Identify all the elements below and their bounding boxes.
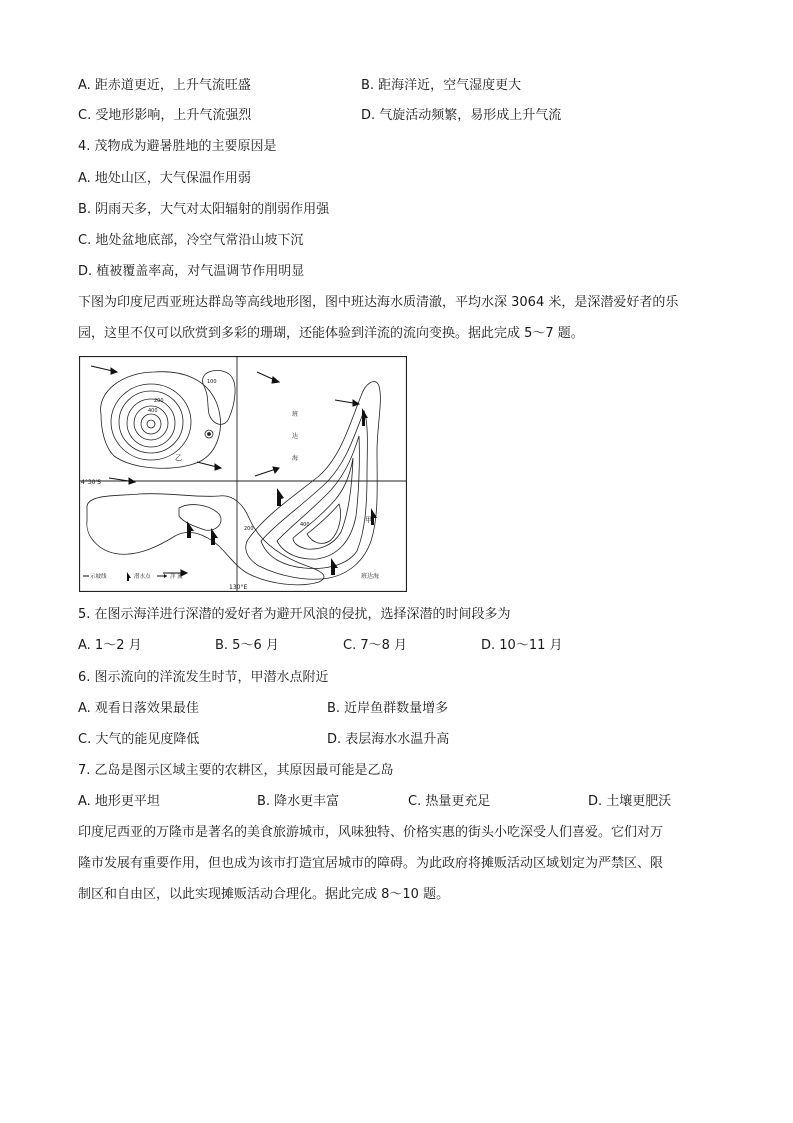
longitude-label: 130°E	[229, 584, 248, 591]
island-yi-label: 乙	[175, 454, 182, 462]
q5-option-a: A. 1～2 月	[78, 638, 142, 653]
legend-dive: 潜水点	[134, 574, 151, 580]
q6-option-d: D. 表层海水水温升高	[327, 732, 450, 747]
q7-option-b: B. 降水更丰富	[257, 794, 340, 809]
q3-option-a: A. 距赤道更近，上升气流旺盛	[78, 78, 251, 93]
q3-option-d: D. 气旋活动频繁，易形成上升气流	[361, 108, 562, 123]
legend-contour: 示坡线	[90, 574, 107, 580]
contour-label-400b: 400	[300, 522, 310, 528]
q5-option-c: C. 7～8 月	[343, 638, 408, 653]
intro-8-10-line2: 隆市发展有重要作用，但也成为该市打造宜居城市的障碍。为此政府将摊贩活动区域划定为严禁区、限	[78, 856, 664, 871]
sea-name-3: 海	[292, 455, 299, 462]
q4-stem: 4. 茂物成为避暑胜地的主要原因是	[78, 139, 277, 154]
contour-label-400a: 400	[148, 408, 158, 414]
q4-option-c: C. 地处盆地底部，冷空气常沿山坡下沉	[78, 233, 304, 248]
sea-name-2: 达	[292, 433, 299, 440]
sea-name-1: 班	[292, 411, 299, 418]
q7-option-d: D. 土壤更肥沃	[588, 794, 672, 809]
contour-label-200b: 200	[244, 526, 254, 532]
q7-option-c: C. 热量更充足	[408, 794, 491, 809]
intro-8-10-line1: 印度尼西亚的万隆市是著名的美食旅游城市，风味独特、价格实惠的街头小吃深受人们喜爱。它们对万	[78, 825, 664, 840]
q4-option-b: B. 阴雨天多，大气对太阳辐射的削弱作用强	[78, 202, 330, 217]
intro-5-7-line2: 园，这里不仅可以欣赏到多彩的珊瑚，还能体验到洋流的流向变换。据此完成 5～7 题。	[78, 326, 584, 341]
q3-option-c: C. 受地形影响，上升气流强烈	[78, 108, 252, 123]
q3-option-b: B. 距海洋近，空气湿度更大	[361, 78, 522, 93]
q6-option-b: B. 近岸鱼群数量增多	[327, 701, 449, 716]
q7-stem: 7. 乙岛是图示区域主要的农耕区，其原因最可能是乙岛	[78, 763, 394, 778]
contour-label-100: 100	[207, 379, 217, 385]
intro-8-10-line3: 制区和自由区，以此实现摊贩活动合理化。据此完成 8～10 题。	[78, 887, 450, 902]
q5-option-d: D. 10～11 月	[481, 638, 563, 653]
map-frame	[80, 357, 407, 592]
q7-option-a: A. 地形更平坦	[78, 794, 160, 809]
q6-stem: 6. 图示流向的洋流发生时节，甲潜水点附近	[78, 670, 329, 685]
q4-option-d: D. 植被覆盖率高，对气温调节作用明显	[78, 264, 305, 279]
q5-option-b: B. 5～6 月	[215, 638, 279, 653]
legend-current: 洋 流	[170, 574, 183, 580]
sea-name-corner: 班达海	[361, 573, 380, 580]
q6-option-a: A. 观看日落效果最佳	[78, 701, 199, 716]
q6-option-c: C. 大气的能见度降低	[78, 732, 200, 747]
contour-label-200a: 200	[154, 398, 164, 404]
banda-islands-contour-map	[79, 356, 407, 592]
latitude-label: 4°30'S	[81, 479, 101, 486]
point-jia-label: 甲	[365, 516, 372, 524]
q5-stem: 5. 在图示海洋进行深潜的爱好者为避开风浪的侵扰，选择深潜的时间段多为	[78, 607, 511, 622]
intro-5-7-line1: 下图为印度尼西亚班达群岛等高线地形图，图中班达海水质清澈，平均水深 3064 米，是深潜爱好者的乐	[78, 295, 679, 310]
q4-option-a: A. 地处山区，大气保温作用弱	[78, 171, 251, 186]
